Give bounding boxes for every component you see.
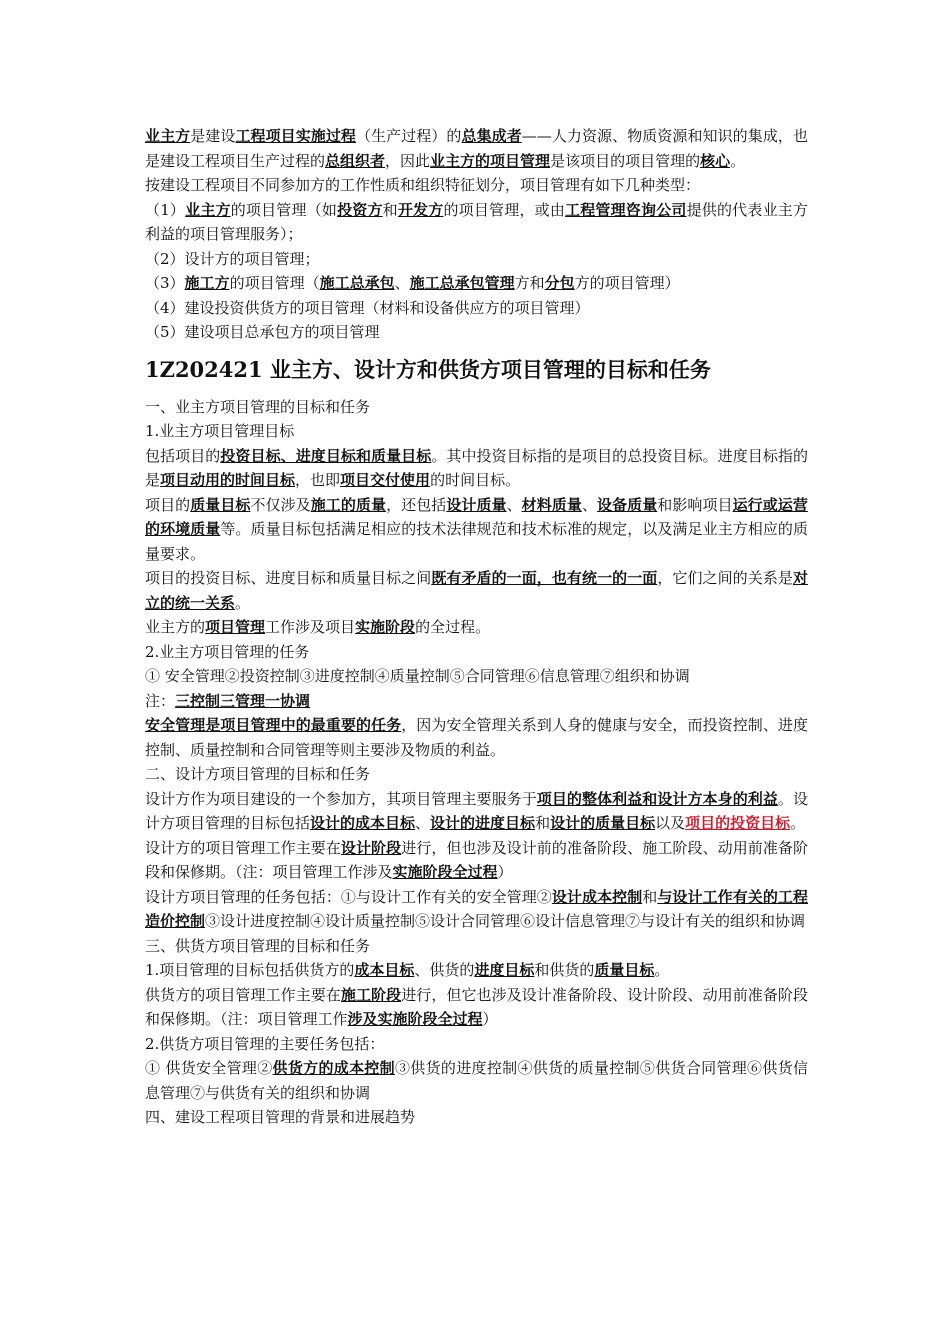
text-run: 的全过程。 bbox=[415, 618, 491, 636]
key-term: 设计的成本目标 bbox=[310, 814, 416, 832]
text-run: ，因为安全管理关系到人身的健康与安全，而投资控制、进度控制、质量控制和合同管理等则主要涉及物质的利益。 bbox=[145, 716, 808, 759]
text-run: 。 bbox=[790, 814, 806, 832]
paragraph bbox=[145, 934, 808, 959]
text-run: 包括项目的 bbox=[145, 446, 221, 465]
paragraph bbox=[145, 885, 808, 934]
paragraph bbox=[145, 124, 808, 173]
key-term: 分包 bbox=[544, 274, 575, 292]
text-run: 设计方作为项目建设的一个参加方，其项目管理主要服务于 bbox=[145, 789, 537, 808]
paragraph bbox=[145, 787, 808, 836]
text-run: （2）设计方的项目管理； bbox=[145, 249, 320, 268]
paragraph bbox=[145, 247, 808, 272]
paragraph bbox=[145, 419, 808, 444]
text-run: 方和 bbox=[514, 274, 545, 292]
text-run: 1Z202421 业主方、设计方和供货方项目管理的目标和任务 bbox=[145, 356, 711, 382]
key-term: 材料质量 bbox=[521, 495, 582, 514]
key-term: 投资方 bbox=[337, 200, 383, 219]
text-run: 1.项目管理的目标包括供货方的 bbox=[145, 961, 355, 979]
text-run: 和 bbox=[535, 814, 551, 832]
text-run: 一、业主方项目管理的目标和任务 bbox=[145, 397, 371, 416]
text-run: ，因此 bbox=[385, 151, 431, 170]
key-term: 设备质量 bbox=[597, 495, 658, 514]
key-term: 项目管理 bbox=[205, 618, 266, 636]
text-run: 的项目管理，或由 bbox=[443, 200, 566, 219]
key-term: 质量目标 bbox=[594, 961, 655, 979]
text-run: 、 bbox=[394, 274, 410, 292]
key-term: 设计阶段 bbox=[340, 838, 402, 857]
paragraph bbox=[145, 836, 808, 885]
key-term: 工程管理咨询公司 bbox=[565, 200, 687, 219]
key-term: 进度目标 bbox=[474, 961, 535, 979]
key-term: 施工阶段 bbox=[340, 985, 402, 1004]
text-run: 和 bbox=[382, 200, 398, 219]
paragraph bbox=[145, 640, 808, 665]
text-run: 三、供货方项目管理的目标和任务 bbox=[145, 936, 371, 955]
text-run: 、 bbox=[506, 495, 522, 514]
text-run: 。 bbox=[235, 593, 251, 612]
text-run: 供货方的项目管理工作主要在 bbox=[145, 985, 341, 1004]
key-term: 设计成本控制 bbox=[551, 887, 643, 906]
text-run: 和 bbox=[642, 887, 658, 906]
text-run: 进行，但它也涉及设计准备阶段、设计阶段、动用前准备阶段和保修期。（注：项目管理工作 bbox=[145, 985, 808, 1028]
paragraph bbox=[145, 615, 808, 640]
key-term: 业主方的项目管理 bbox=[430, 151, 551, 170]
text-run: 按建设工程项目不同参加方的工作性质和组织特征划分，项目管理有如下几种类型： bbox=[145, 176, 701, 194]
paragraph bbox=[145, 762, 808, 787]
paragraph bbox=[145, 664, 808, 689]
text-run: ① 供货安全管理② bbox=[145, 1059, 273, 1077]
text-run: 设计方项目管理的任务包括：①与设计工作有关的安全管理② bbox=[145, 887, 552, 906]
text-run: 1.业主方项目管理目标 bbox=[145, 422, 295, 440]
paragraph bbox=[145, 1056, 808, 1105]
text-run: ① 安全管理②投资控制③进度控制④质量控制⑤合同管理⑥信息管理⑦组织和协调 bbox=[145, 667, 690, 685]
key-term: 供货方的成本控制 bbox=[272, 1059, 395, 1077]
key-term: 开发方 bbox=[397, 200, 444, 219]
key-term: 工程项目实施过程 bbox=[235, 127, 356, 145]
key-term: 安全管理是项目管理中的最重要的任务 bbox=[145, 716, 402, 734]
text-run: 不仅涉及 bbox=[250, 495, 311, 514]
key-term: 与设计工作有关的工程造价控制 bbox=[145, 887, 808, 930]
text-run: 提供的代表业主方利益的项目管理服务）； bbox=[145, 200, 808, 243]
key-term: 施工总承包管理 bbox=[409, 274, 515, 292]
key-term: 投资目标、进度目标和质量目标 bbox=[220, 446, 432, 465]
paragraph bbox=[145, 983, 808, 1032]
key-term: 核心 bbox=[700, 151, 731, 170]
text-run: 注： bbox=[145, 691, 176, 710]
text-run: 。 bbox=[654, 961, 670, 979]
text-run: （5）建设项目总承包方的项目管理 bbox=[145, 323, 380, 341]
paragraph bbox=[145, 566, 808, 615]
key-term: 设计的进度目标 bbox=[430, 814, 536, 832]
text-run: （1） bbox=[145, 200, 186, 219]
text-run: 以及 bbox=[655, 814, 686, 832]
text-run: 是该项目的项目管理的 bbox=[550, 151, 701, 170]
key-term: 质量目标 bbox=[190, 495, 251, 514]
text-run: 等。质量目标包括满足相应的技术法律规范和技术标准的规定，以及满足业主方相应的质量要求。 bbox=[145, 520, 808, 563]
text-run: 。其中投资目标指的是项目的总投资目标。进度目标指的是 bbox=[145, 446, 808, 489]
key-term: 施工方 bbox=[184, 274, 230, 292]
paragraph bbox=[145, 198, 808, 247]
text-run: （生产过程）的 bbox=[356, 127, 462, 145]
paragraph bbox=[145, 271, 808, 296]
document-body bbox=[145, 124, 808, 1130]
paragraph bbox=[145, 1032, 808, 1057]
paragraph bbox=[145, 320, 808, 345]
key-term: 涉及实施阶段全过程 bbox=[347, 1010, 483, 1028]
text-run: ③供货的进度控制④供货的质量控制⑤供货合同管理⑥供货信息管理⑦与供货有关的组织和协调 bbox=[145, 1059, 808, 1102]
text-run: 2.供货方项目管理的主要任务包括： bbox=[145, 1034, 385, 1053]
key-term: 运行或运营的环境质量 bbox=[145, 495, 808, 538]
key-term: 对立的统一关系 bbox=[145, 569, 808, 612]
key-term: 设计质量 bbox=[446, 495, 507, 514]
paragraph bbox=[145, 713, 808, 762]
key-term: 项目动用的时间目标 bbox=[160, 471, 296, 489]
text-run: （3） bbox=[145, 274, 185, 292]
text-run: 项目的投资目标、进度目标和质量目标之间 bbox=[145, 569, 432, 587]
text-run: 和供货的 bbox=[534, 961, 595, 979]
text-run: 进行，但也涉及设计前的准备阶段、施工阶段、动用前准备阶段和保修期。（注：项目管理工作涉及 bbox=[145, 838, 808, 881]
text-run: ） bbox=[497, 863, 513, 881]
key-term: 实施阶段全过程 bbox=[392, 863, 498, 881]
text-run: 、供货的 bbox=[414, 961, 475, 979]
text-run: 工作涉及项目 bbox=[265, 618, 356, 636]
key-term: 既有矛盾的一面，也有统一的一面 bbox=[431, 569, 658, 587]
key-term: 设计的质量目标 bbox=[550, 814, 656, 832]
text-run: ——人力资源、物质资源和知识的集成，也是建设工程项目生产过程的 bbox=[145, 127, 808, 170]
text-run: 和影响项目 bbox=[657, 495, 733, 514]
text-run: 方的项目管理） bbox=[574, 274, 680, 292]
text-run: 项目的 bbox=[145, 495, 191, 514]
text-run: 四、建设工程项目管理的背景和进展趋势 bbox=[145, 1108, 416, 1126]
key-term: 三控制三管理一协调 bbox=[175, 691, 311, 710]
paragraph bbox=[145, 296, 808, 321]
key-term: 总集成者 bbox=[461, 127, 522, 145]
text-run: 的时间目标。 bbox=[430, 471, 521, 489]
paragraph bbox=[145, 493, 808, 567]
paragraph bbox=[145, 689, 808, 714]
section-heading bbox=[145, 355, 808, 385]
text-run: 。设计方项目管理的目标包括 bbox=[145, 789, 808, 832]
text-run: ，它们之间的关系是 bbox=[657, 569, 793, 587]
text-run: 。 bbox=[730, 151, 746, 170]
key-term: 项目交付使用 bbox=[340, 471, 431, 489]
text-run: 2.业主方项目管理的任务 bbox=[145, 642, 310, 661]
paragraph bbox=[145, 395, 808, 420]
text-run: 二、设计方项目管理的目标和任务 bbox=[145, 765, 371, 783]
key-term: 实施阶段 bbox=[355, 618, 416, 636]
key-term: 业主方 bbox=[185, 200, 231, 219]
text-run: 、 bbox=[581, 495, 598, 514]
text-run: ，还包括 bbox=[386, 495, 447, 514]
text-run: 业主方的 bbox=[145, 618, 206, 636]
key-term: 施工的质量 bbox=[310, 495, 387, 514]
text-run: ③设计进度控制④设计质量控制⑤设计合同管理⑥设计信息管理⑦与设计有关的组织和协调 bbox=[205, 912, 806, 930]
paragraph bbox=[145, 173, 808, 198]
text-run: 是建设 bbox=[190, 127, 236, 145]
key-term: 成本目标 bbox=[354, 961, 415, 979]
key-term: 项目的投资目标 bbox=[685, 814, 791, 832]
text-run: 的项目管理（ bbox=[229, 274, 320, 292]
text-run: ，也即 bbox=[295, 471, 341, 489]
text-run: 的项目管理（如 bbox=[230, 200, 338, 219]
text-run: （4）建设投资供货方的项目管理（材料和设备供应方的项目管理） bbox=[145, 298, 590, 317]
text-run: 、 bbox=[415, 814, 431, 832]
text-run: ） bbox=[482, 1010, 498, 1028]
key-term: 项目的整体利益和设计方本身的利益 bbox=[536, 789, 778, 808]
paragraph bbox=[145, 958, 808, 983]
key-term: 业主方 bbox=[145, 127, 191, 145]
paragraph bbox=[145, 444, 808, 493]
key-term: 施工总承包 bbox=[319, 274, 395, 292]
paragraph bbox=[145, 1105, 808, 1130]
key-term: 总组织者 bbox=[325, 151, 386, 170]
text-run: 设计方的项目管理工作主要在 bbox=[145, 838, 341, 857]
